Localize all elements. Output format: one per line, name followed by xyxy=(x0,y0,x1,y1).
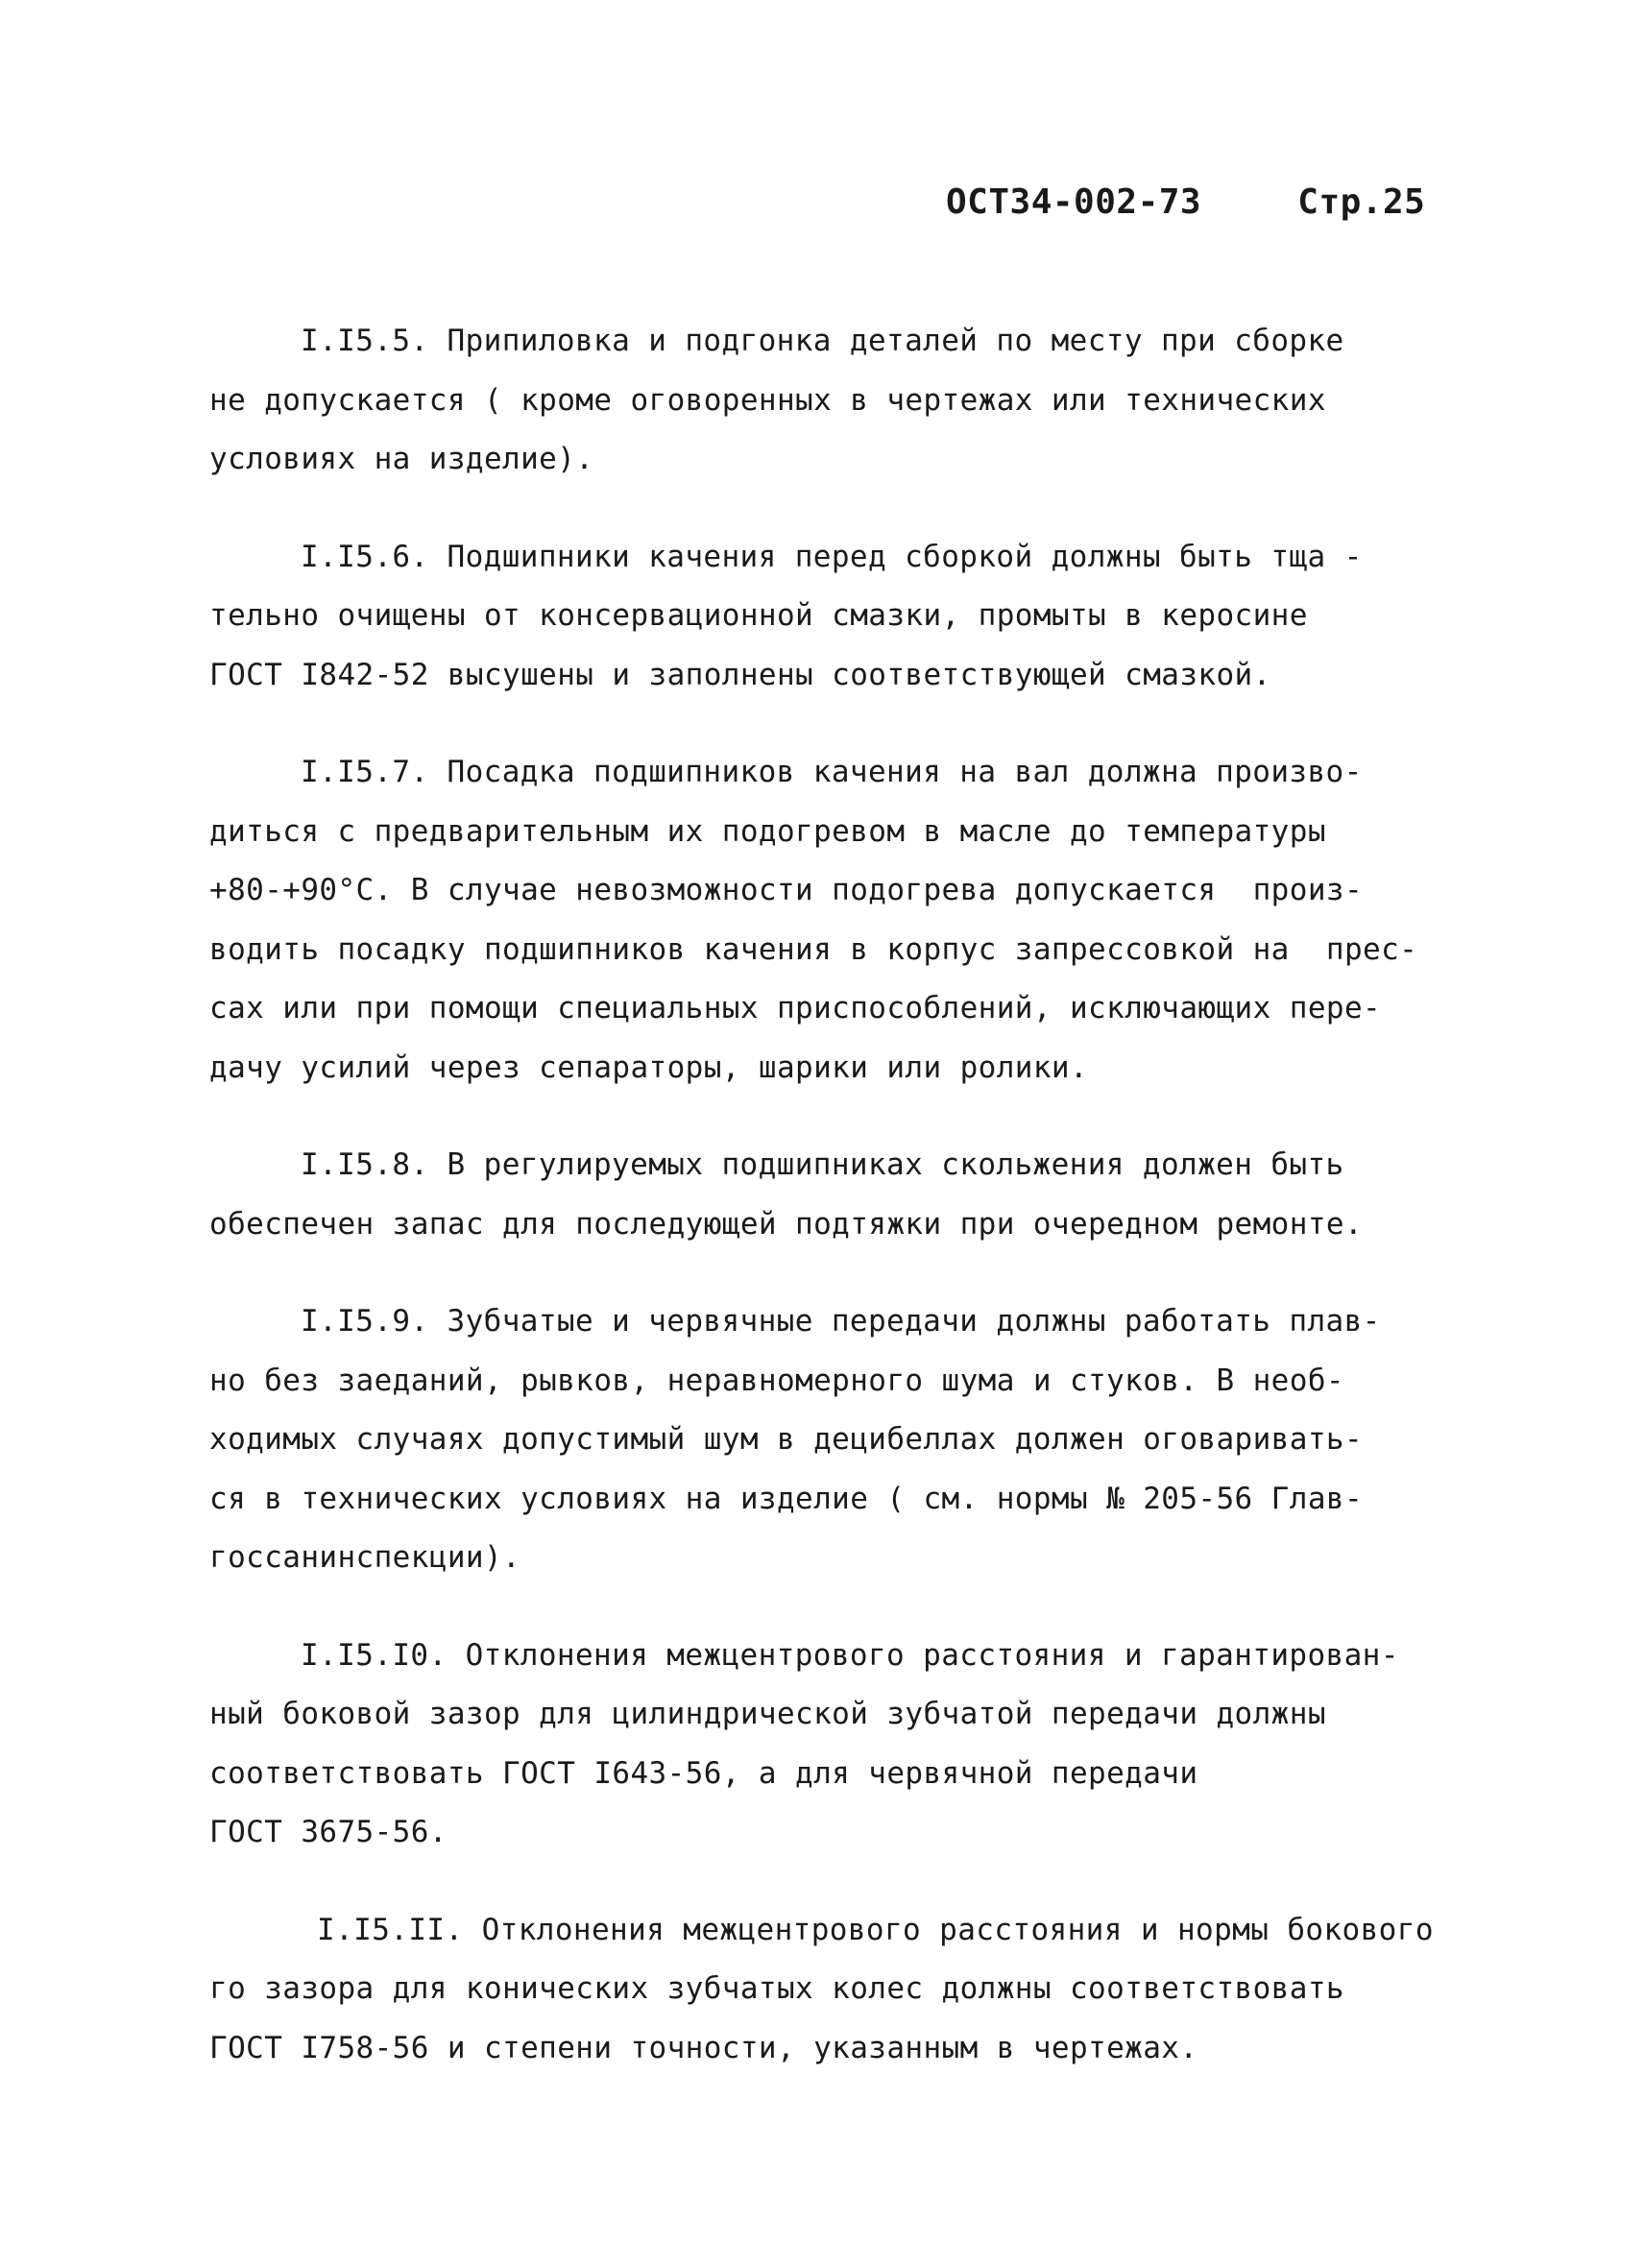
text-line: I.I5.II. Отклонения межцентрового расстояния и нормы бокового xyxy=(317,1912,1434,1947)
paragraph-1-15-7 xyxy=(209,743,1458,1098)
text-line: ГОСТ 3675-56. xyxy=(209,1815,448,1849)
paragraph-1-15-6 xyxy=(209,528,1458,706)
document-code: ОСТ34-002-73 xyxy=(946,182,1202,222)
text-line: тельно очищены от консервационной смазки, промыты в керосине xyxy=(209,598,1308,633)
text-line: госсанинспекции). xyxy=(209,1540,521,1575)
text-line: го зазора для конических зубчатых колес должны соответствовать xyxy=(209,1971,1344,2006)
paragraph-1-15-10 xyxy=(209,1627,1458,1863)
document-body xyxy=(209,312,1458,2116)
text-line: соответствовать ГОСТ I643-56, а для червячной передачи xyxy=(209,1755,1198,1791)
text-line: сах или при помощи специальных приспособлений, исключающих пере- xyxy=(209,991,1382,1025)
text-line: ГОСТ I758-56 и степени точности, указанным в чертежах. xyxy=(209,2030,1198,2065)
text-line: ный боковой зазор для цилиндрической зубчатой передачи должны xyxy=(209,1697,1326,1731)
text-line: условиях на изделие). xyxy=(209,442,594,476)
text-line: I.I5.7. Посадка подшипников качения на вал должна произво- xyxy=(301,755,1363,789)
text-line: I.I5.I0. Отклонения межцентрового расстояния и гарантирован- xyxy=(301,1637,1399,1673)
paragraph-1-15-5 xyxy=(209,312,1458,490)
text-line: ходимых случаях допустимый шум в децибеллах должен оговаривать- xyxy=(209,1422,1364,1457)
text-line: I.I5.9. Зубчатые и червячные передачи должны работать плав- xyxy=(301,1304,1381,1339)
text-line: ся в технических условиях на изделие ( см. нормы № 205-56 Глав- xyxy=(209,1481,1364,1516)
page-number: Стр.25 xyxy=(1297,182,1426,222)
text-line: +80-+90°С. В случае невозможности подогрева допускается произ- xyxy=(209,873,1364,907)
text-line: ГОСТ I842-52 высушены и заполнены соответствующей смазкой. xyxy=(209,657,1271,692)
page-header xyxy=(946,182,1425,222)
text-line: не допускается ( кроме оговоренных в чертежах или технических xyxy=(209,382,1326,418)
text-line: диться с предварительным их подогревом в масле до температуры xyxy=(209,813,1326,849)
text-line: I.I5.5. Припиловка и подгонка деталей по месту при сборке xyxy=(301,324,1344,358)
paragraph-1-15-11 xyxy=(209,1901,1458,2079)
paragraph-1-15-8 xyxy=(209,1136,1458,1254)
text-line: I.I5.8. В регулируемых подшипниках скольжения должен быть xyxy=(301,1147,1344,1182)
text-line: водить посадку подшипников качения в корпус запрессовкой на прес- xyxy=(209,931,1418,967)
text-line: но без заеданий, рывков, неравномерного шума и стуков. В необ- xyxy=(209,1363,1344,1398)
paragraph-1-15-9 xyxy=(209,1292,1458,1588)
text-line: I.I5.6. Подшипники качения перед сборкой должны быть тща - xyxy=(301,539,1363,574)
text-line: дачу усилий через сепараторы, шарики или ролики. xyxy=(209,1050,1089,1085)
text-line: обеспечен запас для последующей подтяжки при очередном ремонте. xyxy=(209,1206,1364,1242)
